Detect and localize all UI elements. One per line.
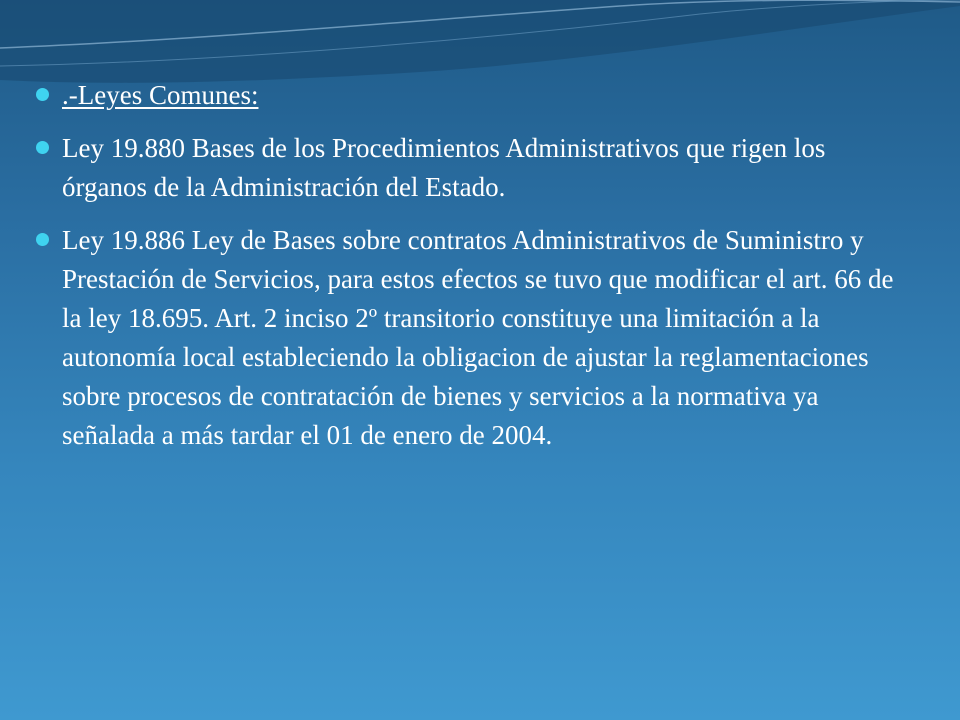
bullet-text: Ley 19.880 Bases de los Procedimientos Administrativos que rigen los órganos de la Administración del Estado. — [62, 133, 826, 202]
bullet-item — [36, 129, 896, 207]
bullet-item — [36, 221, 896, 455]
bullet-icon — [36, 88, 49, 101]
slide-content — [36, 76, 896, 469]
bullet-icon — [36, 233, 49, 246]
bullet-text: Ley 19.886 Ley de Bases sobre contratos Administrativos de Suministro y Prestación de Servicios, para estos efectos se tuvo que modificar el art. 66 de la ley 18.695. Art. 2 inciso 2º transitorio constituye una limitación a la autonomía local estableciendo la obligacion de ajustar la reglamentaciones sobre procesos de contratación de bienes y servicios a la normativa ya señalada a más tardar el 01 de enero de 2004. — [62, 225, 894, 450]
bullet-list — [36, 76, 896, 455]
section-heading: .-Leyes Comunes: — [62, 80, 259, 110]
bullet-icon — [36, 141, 49, 154]
bullet-item — [36, 76, 896, 115]
